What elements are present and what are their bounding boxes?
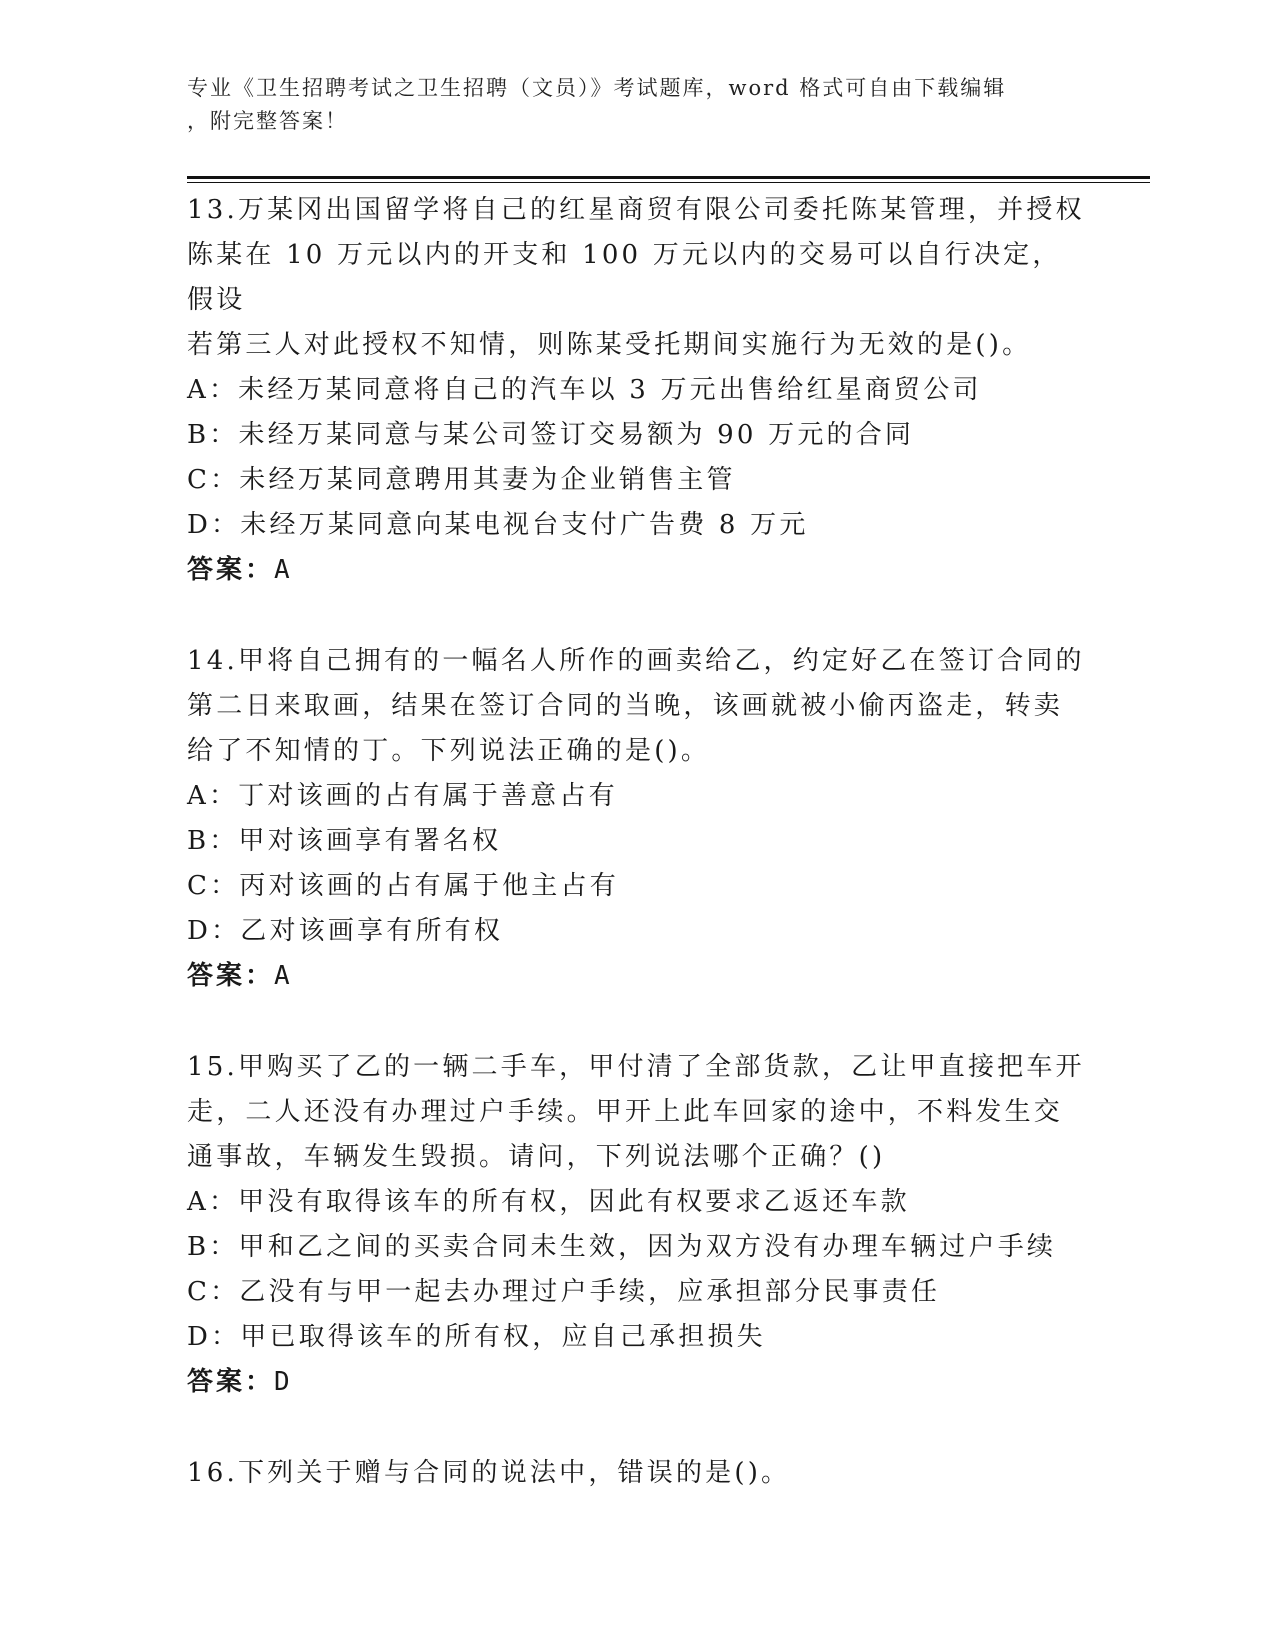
spacer <box>187 1405 1087 1451</box>
header-divider-thick <box>187 176 1150 179</box>
question-14 <box>187 639 1087 999</box>
question-stem-line: 13.万某冈出国留学将自己的红星商贸有限公司委托陈某管理，并授权 <box>187 195 1085 225</box>
question-stem-line: 若第三人对此授权不知情，则陈某受托期间实施行为无效的是()。 <box>187 330 1032 360</box>
question-stem-line: 14.甲将自己拥有的一幅名人所作的画卖给乙，约定好乙在签订合同的 <box>187 646 1085 676</box>
question-stem-line: 走，二人还没有办理过户手续。甲开上此车回家的途中，不料发生交 <box>187 1097 1064 1127</box>
question-stem-line: 通事故，车辆发生毁损。请问，下列说法哪个正确？() <box>187 1142 886 1172</box>
answer-line <box>187 548 1087 593</box>
question-16 <box>187 1451 1087 1496</box>
option-d: D：乙对该画享有所有权 <box>187 916 504 946</box>
answer-line <box>187 954 1087 999</box>
question-stem-line: 16.下列关于赠与合同的说法中，错误的是()。 <box>187 1458 791 1488</box>
question-stem-line: 第二日来取画，结果在签订合同的当晚，该画就被小偷丙盗走，转卖 <box>187 691 1064 721</box>
answer-label: 答案： <box>187 555 275 585</box>
answer-value: A <box>274 555 293 585</box>
answer-line <box>187 1360 1087 1405</box>
option-c: C：乙没有与甲一起去办理过户手续，应承担部分民事责任 <box>187 1277 941 1307</box>
option-a: A：未经万某同意将自己的汽车以 3 万元出售给红星商贸公司 <box>187 375 982 405</box>
option-a: A：甲没有取得该车的所有权，因此有权要求乙返还车款 <box>187 1187 910 1217</box>
question-13 <box>187 188 1087 593</box>
answer-label: 答案： <box>187 961 275 991</box>
question-15 <box>187 1045 1087 1405</box>
question-list <box>187 188 1087 1496</box>
option-b: B：未经万某同意与某公司签订交易额为 90 万元的合同 <box>187 420 915 450</box>
option-a: A：丁对该画的占有属于善意占有 <box>187 781 618 811</box>
answer-label: 答案： <box>187 1367 275 1397</box>
question-stem-line: 15.甲购买了乙的一辆二手车，甲付清了全部货款，乙让甲直接把车开 <box>187 1052 1085 1082</box>
option-b: B：甲对该画享有署名权 <box>187 826 502 856</box>
option-b: B：甲和乙之间的买卖合同未生效，因为双方没有办理车辆过户手续 <box>187 1232 1057 1262</box>
page-header <box>187 72 1067 138</box>
answer-value: D <box>274 1367 293 1397</box>
answer-value: A <box>274 961 293 991</box>
header-line-2: ，附完整答案！ <box>187 109 348 133</box>
spacer <box>187 999 1087 1045</box>
option-c: C：丙对该画的占有属于他主占有 <box>187 871 619 901</box>
question-stem-line: 陈某在 10 万元以内的开支和 100 万元以内的交易可以自行决定，假设 <box>187 240 1062 315</box>
header-divider-thin <box>187 182 1150 183</box>
question-stem-line: 给了不知情的丁。下列说法正确的是()。 <box>187 736 711 766</box>
spacer <box>187 593 1087 639</box>
option-c: C：未经万某同意聘用其妻为企业销售主管 <box>187 465 736 495</box>
header-line-1: 专业《卫生招聘考试之卫生招聘（文员）》考试题库，word 格式可自由下载编辑 <box>187 76 1007 100</box>
option-d: D：未经万某同意向某电视台支付广告费 8 万元 <box>187 510 809 540</box>
option-d: D：甲已取得该车的所有权，应自己承担损失 <box>187 1322 766 1352</box>
